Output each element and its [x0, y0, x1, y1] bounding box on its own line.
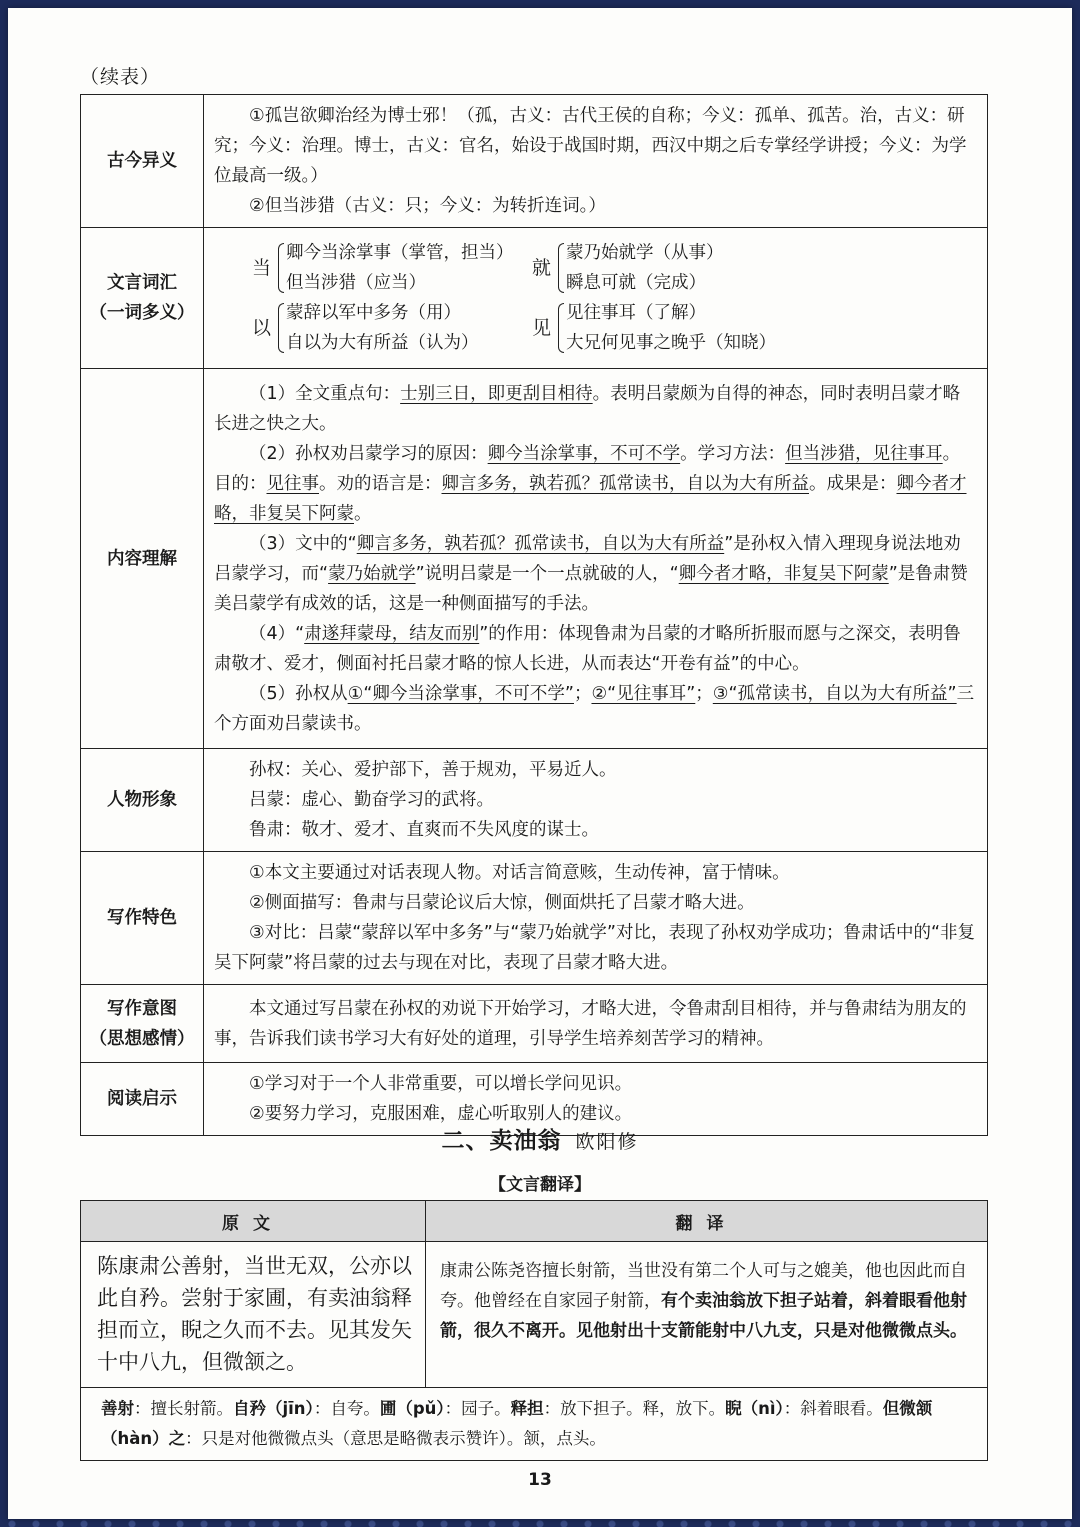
original-text: 陈康肃公善射，当世无双，公亦以此自矜。尝射于家圃，有卖油翁释担而立，睨之久而不去。见其发矢十中八九，但微颔之。: [81, 1242, 426, 1388]
word-notes: 善射：擅长射箭。自矜（jīn）：自夸。圃（pǔ）：园子。释担：放下担子。释，放下。睨（nì）：斜着眼看。但微颔（hàn）之：只是对他微微点头（意思是略微表示赞许）。颔，点头。: [81, 1388, 988, 1461]
row-gujin: [81, 95, 988, 228]
summary-table: [80, 94, 988, 1136]
label-gujin: 古今异义: [81, 95, 204, 228]
poly-jian: 见 见往事耳（了解） 大兄何见事之晚乎（知晓）: [532, 303, 776, 353]
neirong-p2: （2）孙权劝吕蒙学习的原因：卿今当涂掌事，不可不学。学习方法：但当涉猎，见往事耳。目的：见往事。劝的语言是：卿言多务，孰若孤？孤常读书，自以为大有所益。成果是：卿今者才略，非复吴下阿蒙。: [214, 443, 967, 524]
page-number: 13: [528, 1470, 552, 1490]
col-original: 原文: [81, 1201, 426, 1242]
label-renwu: 人物形象: [81, 749, 204, 852]
label-xiezuo: 写作特色: [81, 852, 204, 985]
translation-table: [80, 1200, 988, 1461]
continued-label: （续表）: [80, 66, 161, 88]
label-neirong: 内容理解: [81, 369, 204, 749]
translation-text: 康肃公陈尧咨擅长射箭，当世没有第二个人可与之媲美，他也因此而自夸。他曾经在自家园子射箭，有个卖油翁放下担子站着，斜着眼看他射箭，很久不离开。见他射出十支箭能射中八九支，只是对他微微点头。: [426, 1242, 988, 1388]
label-yitu: 写作意图 （思想感情）: [81, 985, 204, 1063]
row-renwu: 人物形象 孙权：关心、爱护部下，善于规劝，平易近人。 吕蒙：虚心、勤奋学习的武将。 鲁肃：敬才、爱才、直爽而不失风度的谋士。: [81, 749, 988, 852]
row-xiezuo: 写作特色 ①本文主要通过对话表现人物。对话言简意赅，生动传神，富于情味。 ②侧面描写：鲁肃与吕蒙论议后大惊，侧面烘托了吕蒙才略大进。 ③对比：吕蒙“蒙辞以军中多务”与“蒙乃始就学”对比，表现了孙权劝学成功；鲁肃话中的“非复吴下阿蒙”将吕蒙的过去与现在对比，表现了吕蒙才略大进。: [81, 852, 988, 985]
neirong-p4: （4）“肃遂拜蒙母，结友而别”的作用：体现鲁肃为吕蒙的才略所折服而愿与之深交，表明鲁肃敬才、爱才，侧面衬托吕蒙才略的惊人长进，从而表达“开卷有益”的中心。: [214, 623, 961, 674]
brace-icon: [278, 243, 284, 293]
row-qishi: 阅读启示 ①学习对于一个人非常重要，可以增长学问见识。 ②要努力学习，克服困难，虚心听取别人的建议。: [81, 1063, 988, 1136]
polysemy-block: [214, 234, 977, 362]
neirong-p3: （3）文中的“卿言多务，孰若孤？孤常读书，自以为大有所益”是孙权入情入理现身说法地劝吕蒙学习，而“蒙乃始就学”说明吕蒙是一个一点就破的人，“卿今者才略，非复吴下阿蒙”是鲁肃赞美吕蒙学有成效的话，这是一种侧面描写的手法。: [214, 533, 968, 614]
row-neirong: [81, 369, 988, 749]
row-yitu: 写作意图 （思想感情） 本文通过写吕蒙在孙权的劝说下开始学习，才略大进，令鲁肃刮目相待，并与鲁肃结为朋友的事，告诉我们读书学习大有好处的道理，引导学生培养刻苦学习的精神。: [81, 985, 988, 1063]
brace-icon: [558, 303, 564, 353]
brace-icon: [278, 303, 284, 353]
section-title: 二、卖油翁 欧阳修: [441, 1128, 639, 1154]
brace-icon: [558, 243, 564, 293]
col-translation: 翻译: [426, 1201, 988, 1242]
section-subtitle: 【文言翻译】: [489, 1175, 591, 1195]
author: 欧阳修: [575, 1131, 639, 1153]
row-wenyan: [81, 228, 988, 369]
poly-dang: 当 卿今当涂掌事（掌管，担当） 但当涉猎（应当）: [252, 243, 514, 293]
neirong-p1: （1）全文重点句：士别三日，即更刮目相待。表明吕蒙颇为自得的神态，同时表明吕蒙才略长进之快之大。: [214, 383, 961, 434]
label-qishi: 阅读启示: [81, 1063, 204, 1136]
poly-yi: 以 蒙辞以军中多务（用） 自以为大有所益（认为）: [252, 303, 479, 353]
neirong-p5: （5）孙权从①“卿今当涂掌事，不可不学”；②“见往事耳”；③“孤常读书，自以为大有所益”三个方面劝吕蒙读书。: [214, 683, 975, 734]
poly-jiu: 就 蒙乃始就学（从事） 瞬息可就（完成）: [532, 243, 724, 293]
label-wenyan: 文言词汇 （一词多义）: [81, 228, 204, 369]
gujin-p2: ②但当涉猎（古义：只；今义：为转折连词。）: [249, 196, 606, 216]
gujin-p1: ①孤岂欲卿治经为博士邪！（孤，古义：古代王侯的自称；今义：孤单、孤苦。治，古义：研究；今义：治理。博士，古义：官名，始设于战国时期，西汉中期之后专掌经学讲授；今义：为学位最高一级。）: [214, 106, 967, 186]
